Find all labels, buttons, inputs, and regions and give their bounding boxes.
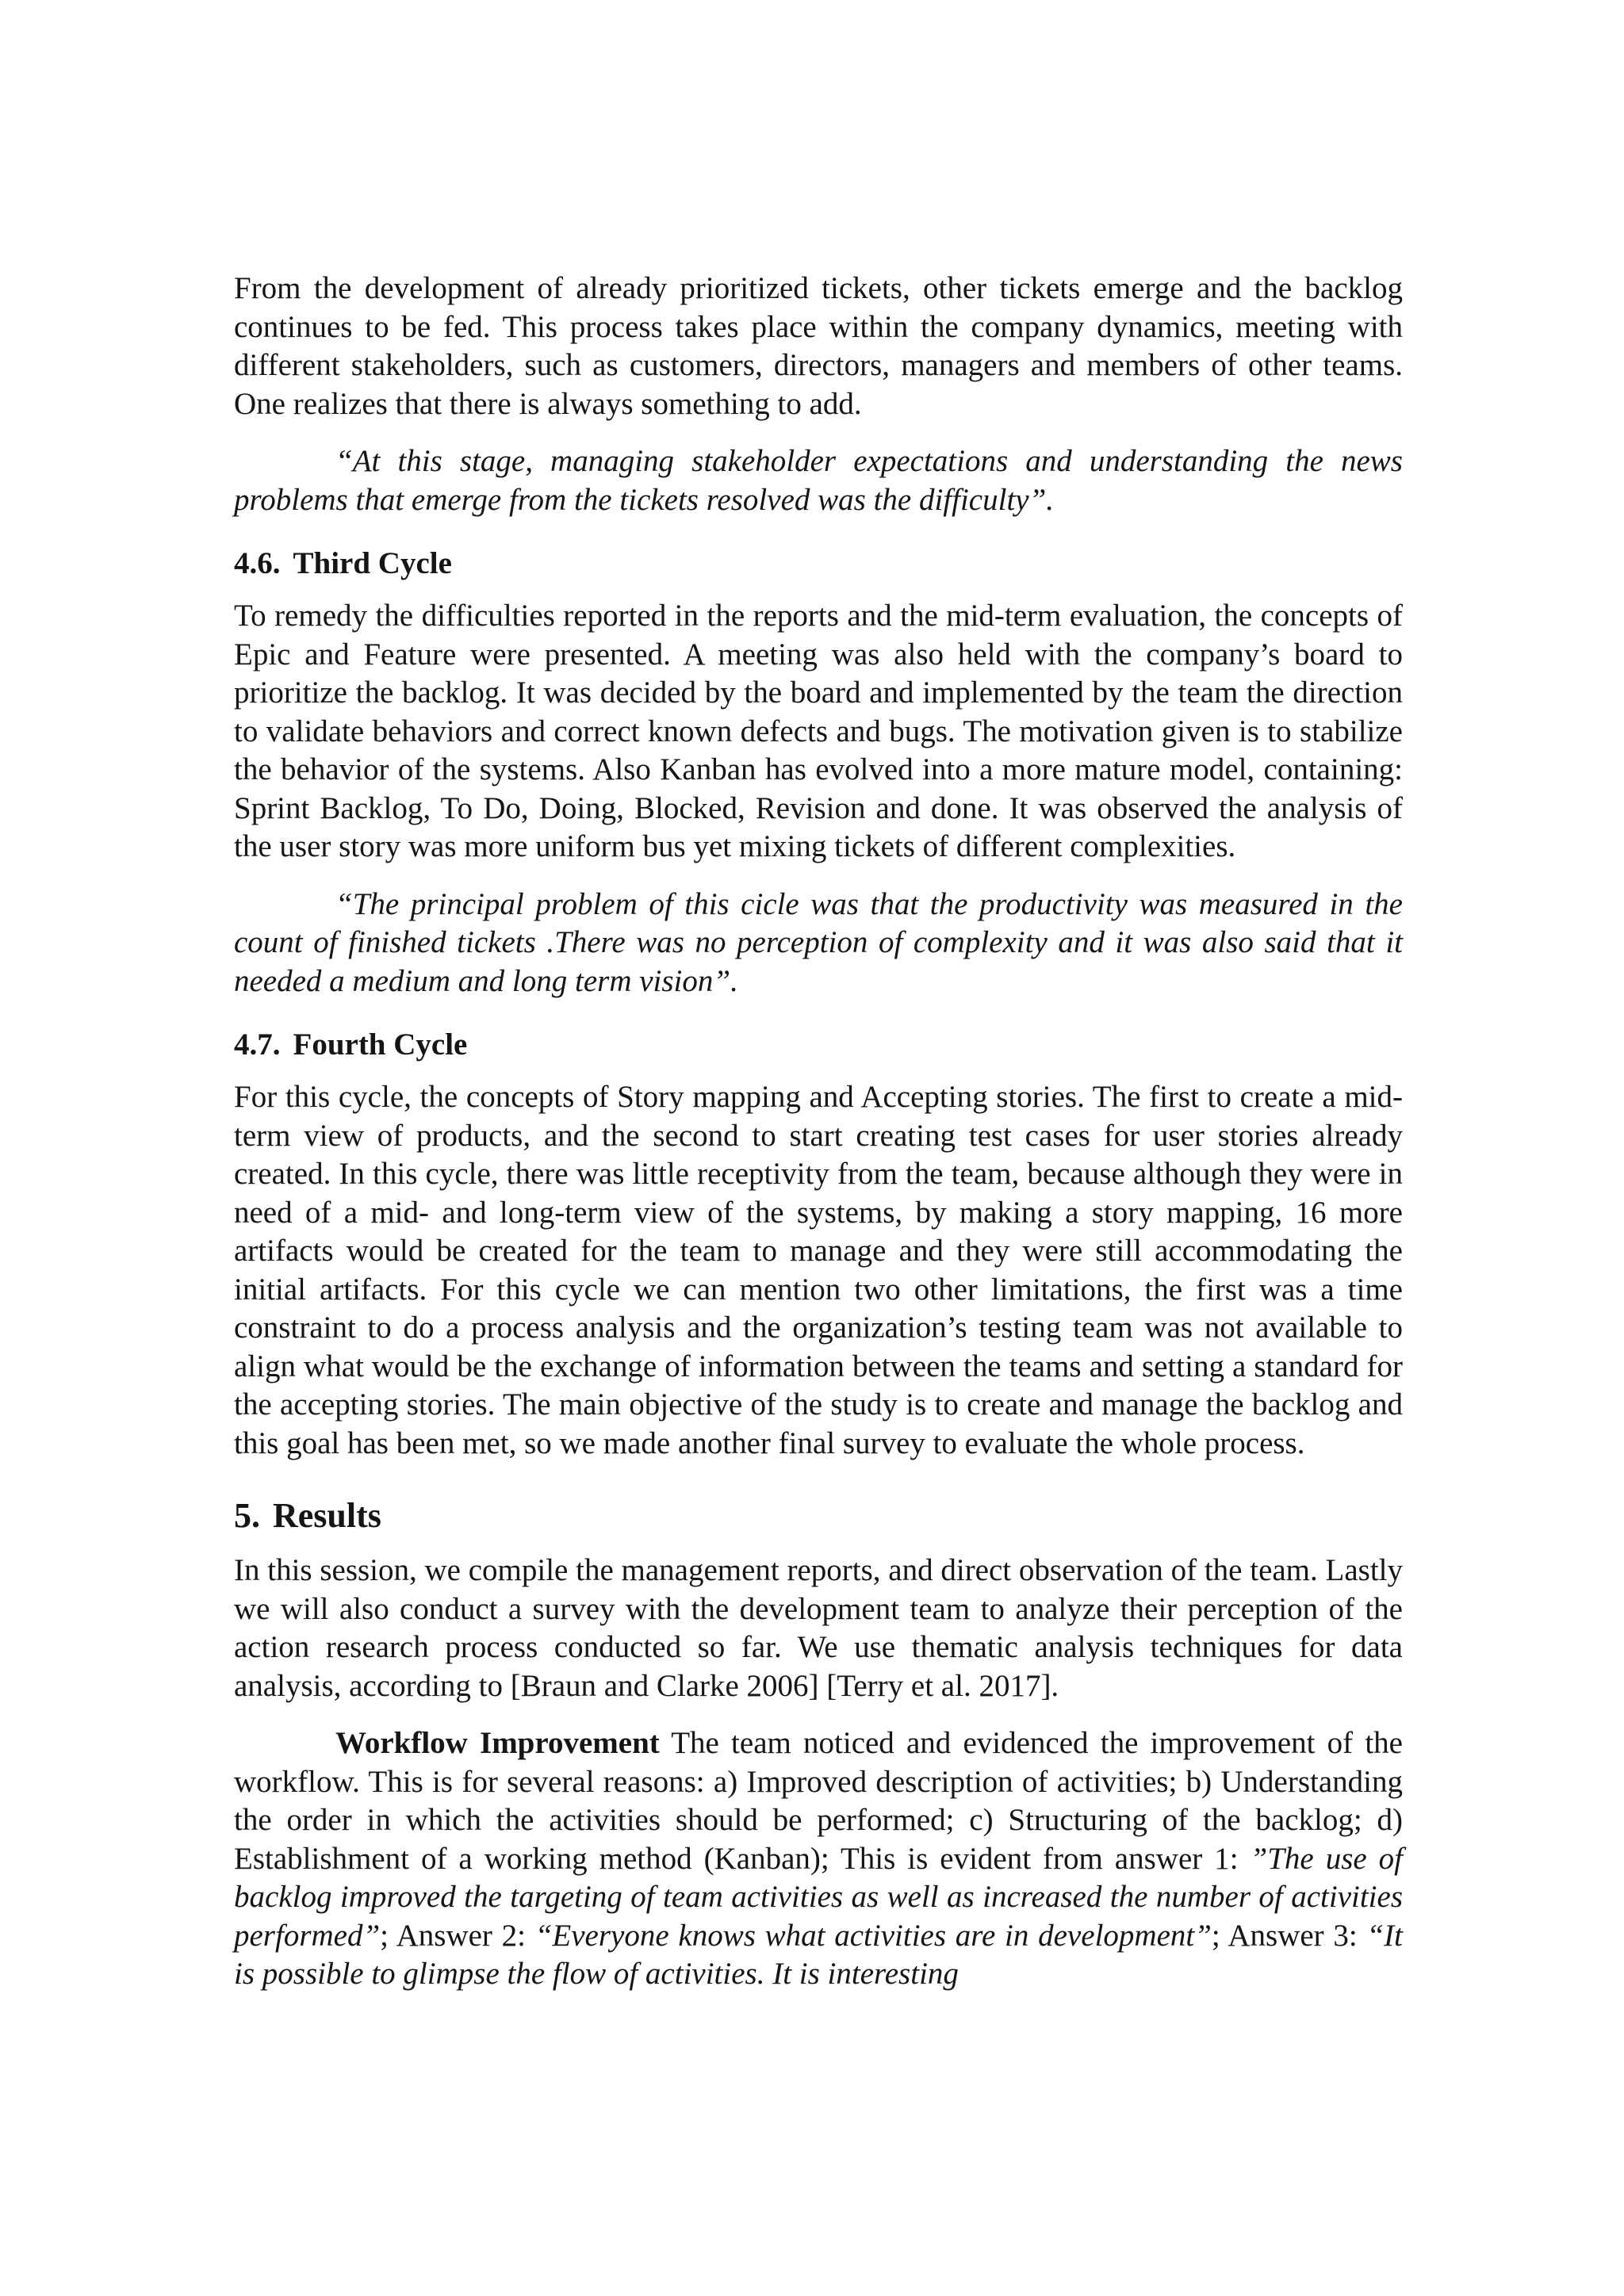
fourth-cycle-paragraph: For this cycle, the concepts of Story mapping and Accepting stories. The first to create a mid-term view of products, and the second to start creating test cases for user stories already created. In this cycle, there was little receptivity from the team, because although they were in need of a mid- and long-term view of the systems, by making a story mapping, 16 more artifacts would be created for the team to manage and they were still accommodating the initial artifacts. For this cycle we can mention two other limitations, the first was a time constraint to do a process analysis and the organization’s testing team was not available to align what would be the exchange of information between the teams and setting a standard for the accepting stories. The main objective of the study is to create and manage the backlog and this goal has been met, so we made another final survey to evaluate the whole process. <box>234 1080 1403 1460</box>
workflow-text-1: The team noticed and evidenced the improvement of the workflow. This is for several reasons: a) Improved description of activities; b) Understanding the order in which the activities should be performed; c) Structuring of the backlog; d) Establishment of a working method (Kanban); This is evident from answer 1: <box>234 1726 1403 1876</box>
results-paragraph: In this session, we compile the management reports, and direct observation of the team. Lastly we will also conduct a survey with the development team to analyze their perception of the action research process conducted so far. We use thematic analysis techniques for data analysis, according to [Braun and Clarke 2006] [Terry et al. 2017]. <box>234 1553 1404 1703</box>
workflow-text-2: ; Answer 2: <box>380 1918 535 1953</box>
section-title: Results <box>273 1496 381 1535</box>
third-cycle-paragraph: To remedy the difficulties reported in the reports and the mid-term evaluation, the concepts of Epic and Feature were presented. A meeting was also held with the company’s board to prioritize the backlog. It was decided by the board and implemented by the team the direction to validate behaviors and correct known defects and bugs. The motivation given is to stabilize the behavior of the systems. Also Kanban has evolved into a more mature model, containing: Sprint Backlog, To Do, Doing, Blocked, Revision and done. It was observed the analysis of the user story was more uniform bus yet mixing tickets of different complexities. <box>234 599 1403 863</box>
section-heading-third-cycle <box>234 545 1403 583</box>
workflow-paragraph <box>234 1724 1403 1994</box>
section-number: 4.6. <box>234 546 281 580</box>
answer-2-quote: “Everyone knows what activities are in development” <box>534 1918 1212 1953</box>
section-title: Fourth Cycle <box>293 1027 468 1062</box>
section-number: 4.7. <box>234 1027 281 1062</box>
answer-1-quote: ”The use of backlog improved the targeting of team activities as well as increased the number of activities performed” <box>234 1841 1403 1953</box>
workflow-text-3: ; Answer 3: <box>1211 1918 1367 1953</box>
section-number: 5. <box>234 1496 260 1535</box>
workflow-runin-heading: Workflow Improvement <box>335 1726 660 1760</box>
section-heading-fourth-cycle <box>234 1026 1403 1064</box>
page-body <box>234 270 1403 1994</box>
answer-3-quote: “It is possible to glimpse the flow of activities. It is interesting <box>234 1918 1403 1991</box>
section-heading-results <box>234 1494 1403 1537</box>
productivity-quote: “The principal problem of this cicle was that the productivity was measured in the count of finished tickets .There was no perception of complexity and it was also said that it needed a medium and long term vision”. <box>234 886 1403 998</box>
intro-paragraph: From the development of already prioritized tickets, other tickets emerge and the backlog continues to be fed. This process takes place within the company dynamics, meeting with different stakeholders, such as customers, directors, managers and members of other teams. One realizes that there is always something to add. <box>234 271 1403 421</box>
section-title: Third Cycle <box>293 546 452 580</box>
stakeholder-quote: “At this stage, managing stakeholder expectations and understanding the news problems that emerge from the tickets resolved was the difficulty”. <box>234 444 1403 517</box>
